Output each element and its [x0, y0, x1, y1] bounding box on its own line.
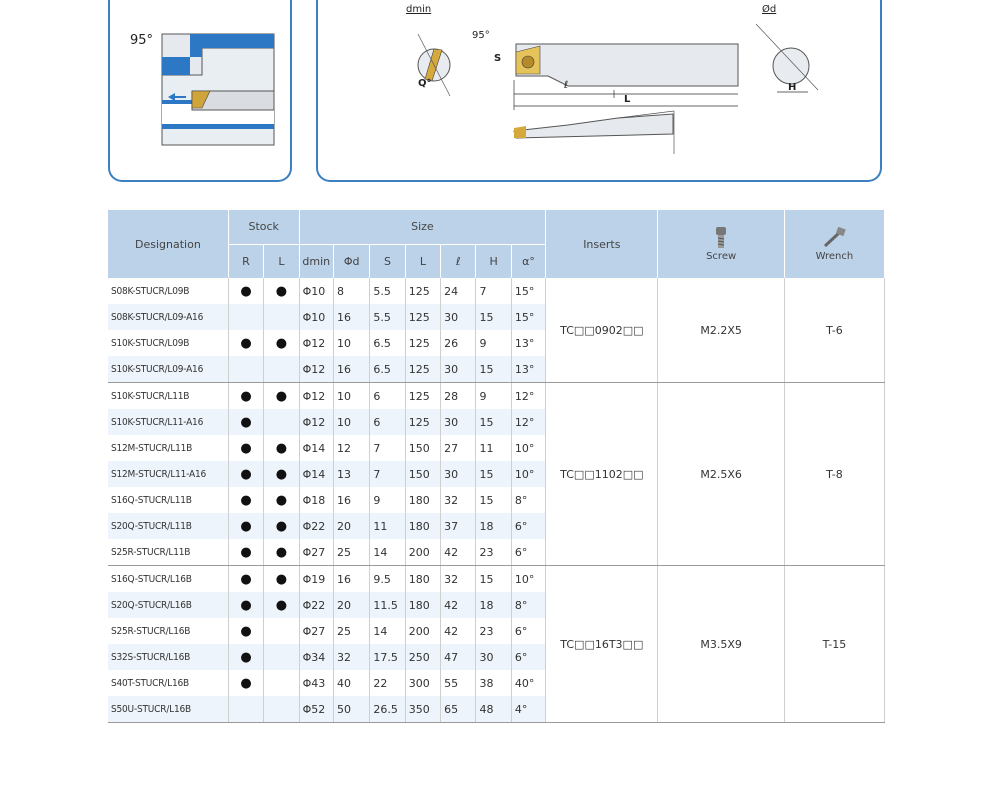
dmin-cell: Φ34	[299, 644, 333, 670]
a-cell: 12°	[511, 409, 545, 435]
L-cell: 125	[405, 330, 440, 356]
stock-l-cell	[264, 670, 299, 696]
h-cell: 38	[476, 670, 511, 696]
l-small-label: ℓ	[564, 80, 569, 91]
stock-l-cell: ●	[264, 330, 299, 356]
L-cell: 200	[405, 539, 440, 566]
stock-r-cell: ●	[228, 435, 263, 461]
stock-l-cell: ●	[264, 278, 299, 304]
dmin-cell: Φ22	[299, 513, 333, 539]
l_small-cell: 30	[441, 356, 476, 383]
designation-cell: S10K-STUCR/L09-A16	[108, 356, 228, 383]
h-cell: 9	[476, 383, 511, 410]
d-cell: 25	[333, 539, 369, 566]
d-cell: 32	[333, 644, 369, 670]
stock-r-cell: ●	[228, 409, 263, 435]
s-cell: 6.5	[370, 356, 405, 383]
l_small-cell: 37	[441, 513, 476, 539]
header-screw	[658, 210, 784, 278]
a-cell: 8°	[511, 487, 545, 513]
a-cell: 13°	[511, 330, 545, 356]
d-cell: 16	[333, 356, 369, 383]
designation-cell: S10K-STUCR/L11-A16	[108, 409, 228, 435]
dmin-cell: Φ12	[299, 356, 333, 383]
d-cell: 20	[333, 513, 369, 539]
d-cell: 25	[333, 618, 369, 644]
s-cell: 17.5	[370, 644, 405, 670]
a-cell: 6°	[511, 618, 545, 644]
wrench-icon	[821, 227, 847, 249]
stock-r-cell: ●	[228, 670, 263, 696]
d-cell: 10	[333, 383, 369, 410]
l_small-cell: 24	[441, 278, 476, 304]
stock-r-cell: ●	[228, 487, 263, 513]
l_small-cell: 55	[441, 670, 476, 696]
s-cell: 9.5	[370, 566, 405, 593]
designation-cell: S08K-STUCR/L09B	[108, 278, 228, 304]
dmin-cell: Φ19	[299, 566, 333, 593]
stock-l-cell	[264, 618, 299, 644]
s-cell: 5.5	[370, 304, 405, 330]
screw-cell: M3.5X9	[658, 566, 784, 723]
s-cell: 11.5	[370, 592, 405, 618]
a-cell: 6°	[511, 644, 545, 670]
s-cell: 6	[370, 409, 405, 435]
stock-l-cell: ●	[264, 592, 299, 618]
insert-cell: TC□□0902□□	[546, 278, 658, 383]
s-cell: 26.5	[370, 696, 405, 723]
s-cell: 22	[370, 670, 405, 696]
designation-cell: S12M-STUCR/L11-A16	[108, 461, 228, 487]
designation-cell: S50U-STUCR/L16B	[108, 696, 228, 723]
L-cell: 180	[405, 592, 440, 618]
h-cell: 15	[476, 356, 511, 383]
d-cell: 40	[333, 670, 369, 696]
stock-r-cell: ●	[228, 383, 263, 410]
stock-r-cell: ●	[228, 592, 263, 618]
l_small-cell: 30	[441, 304, 476, 330]
h-cell: 18	[476, 592, 511, 618]
workpiece-diagram	[110, 0, 290, 180]
header-size: Size	[299, 210, 546, 244]
h-cell: 15	[476, 487, 511, 513]
screw-cell: M2.5X6	[658, 383, 784, 566]
s-label: S	[494, 53, 502, 64]
dmin-cell: Φ27	[299, 618, 333, 644]
header-inserts: Inserts	[546, 210, 658, 278]
stock-r-cell	[228, 356, 263, 383]
table-row	[108, 383, 885, 410]
header-dmin: dmin	[299, 244, 333, 278]
wrench-header-label: Wrench	[815, 250, 854, 262]
h-label: H	[788, 82, 797, 93]
l_small-cell: 47	[441, 644, 476, 670]
dmin-cell: Φ10	[299, 304, 333, 330]
designation-cell: S10K-STUCR/L11B	[108, 383, 228, 410]
header-designation: Designation	[108, 210, 228, 278]
stock-l-cell: ●	[264, 383, 299, 410]
wrench-cell: T-8	[784, 383, 884, 566]
l_small-cell: 42	[441, 592, 476, 618]
wrench-cell: T-15	[784, 566, 884, 723]
stock-l-cell: ●	[264, 566, 299, 593]
stock-l-cell: ●	[264, 461, 299, 487]
stock-l-cell: ●	[264, 435, 299, 461]
dmin-cell: Φ12	[299, 383, 333, 410]
l-big-label: L	[624, 94, 631, 105]
dmin-cell: Φ27	[299, 539, 333, 566]
a-cell: 10°	[511, 435, 545, 461]
d-cell: 12	[333, 435, 369, 461]
h-cell: 15	[476, 566, 511, 593]
L-cell: 180	[405, 513, 440, 539]
s-cell: 6	[370, 383, 405, 410]
header-s: S	[370, 244, 405, 278]
header-h: H	[476, 244, 511, 278]
s-cell: 7	[370, 435, 405, 461]
dmin-cell: Φ43	[299, 670, 333, 696]
designation-cell: S25R-STUCR/L16B	[108, 618, 228, 644]
stock-r-cell: ●	[228, 644, 263, 670]
h-cell: 18	[476, 513, 511, 539]
spec-table	[108, 210, 885, 723]
stock-l-cell: ●	[264, 487, 299, 513]
l_small-cell: 26	[441, 330, 476, 356]
d-cell: 50	[333, 696, 369, 723]
L-cell: 180	[405, 566, 440, 593]
a-cell: 13°	[511, 356, 545, 383]
L-cell: 180	[405, 487, 440, 513]
h-cell: 15	[476, 304, 511, 330]
L-cell: 150	[405, 435, 440, 461]
l_small-cell: 28	[441, 383, 476, 410]
L-cell: 125	[405, 278, 440, 304]
stock-r-cell: ●	[228, 566, 263, 593]
tool-dimension-panel	[316, 0, 882, 182]
l_small-cell: 27	[441, 435, 476, 461]
screw-icon	[714, 227, 728, 249]
designation-cell: S40T-STUCR/L16B	[108, 670, 228, 696]
L-cell: 125	[405, 304, 440, 330]
designation-cell: S25R-STUCR/L11B	[108, 539, 228, 566]
l_small-cell: 30	[441, 409, 476, 435]
angle-label: 95°	[130, 33, 154, 48]
designation-cell: S16Q-STUCR/L11B	[108, 487, 228, 513]
a-cell: 10°	[511, 461, 545, 487]
d-cell: 16	[333, 487, 369, 513]
stock-r-cell: ●	[228, 618, 263, 644]
table-row	[108, 566, 885, 593]
designation-cell: S12M-STUCR/L11B	[108, 435, 228, 461]
header-angle: α°	[511, 244, 545, 278]
d-cell: 10	[333, 409, 369, 435]
dmin-cell: Φ52	[299, 696, 333, 723]
L-cell: 300	[405, 670, 440, 696]
header-r: R	[228, 244, 263, 278]
dmin-cell: Φ10	[299, 278, 333, 304]
a-cell: 6°	[511, 539, 545, 566]
d-cell: 16	[333, 304, 369, 330]
d-cell: 10	[333, 330, 369, 356]
stock-r-cell: ●	[228, 513, 263, 539]
l_small-cell: 42	[441, 539, 476, 566]
h-cell: 11	[476, 435, 511, 461]
table-row	[108, 278, 885, 304]
spec-table-body	[108, 278, 885, 723]
stock-l-cell	[264, 644, 299, 670]
dmin-cell: Φ12	[299, 330, 333, 356]
L-cell: 125	[405, 383, 440, 410]
dmin-cell: Φ12	[299, 409, 333, 435]
stock-l-cell	[264, 409, 299, 435]
l_small-cell: 32	[441, 487, 476, 513]
l_small-cell: 30	[441, 461, 476, 487]
designation-cell: S16Q-STUCR/L16B	[108, 566, 228, 593]
h-cell: 23	[476, 539, 511, 566]
dmin-cell: Φ14	[299, 435, 333, 461]
a-cell: 10°	[511, 566, 545, 593]
header-wrench	[784, 210, 884, 278]
h-cell: 9	[476, 330, 511, 356]
stock-r-cell: ●	[228, 330, 263, 356]
stock-l-cell	[264, 304, 299, 330]
dmin-label: dmin	[406, 4, 432, 15]
od-label: Ød	[762, 4, 777, 15]
a-cell: 6°	[511, 513, 545, 539]
stock-l-cell	[264, 696, 299, 723]
L-cell: 250	[405, 644, 440, 670]
h-cell: 15	[476, 409, 511, 435]
h-cell: 48	[476, 696, 511, 723]
d-cell: 20	[333, 592, 369, 618]
dmin-cell: Φ22	[299, 592, 333, 618]
stock-l-cell: ●	[264, 539, 299, 566]
dmin-cell: Φ14	[299, 461, 333, 487]
d-cell: 8	[333, 278, 369, 304]
screw-header-label: Screw	[706, 250, 737, 262]
L-cell: 150	[405, 461, 440, 487]
stock-r-cell: ●	[228, 539, 263, 566]
s-cell: 14	[370, 539, 405, 566]
a-cell: 40°	[511, 670, 545, 696]
designation-cell: S10K-STUCR/L09B	[108, 330, 228, 356]
angle95-label: 95°	[472, 30, 490, 41]
stock-r-cell: ●	[228, 278, 263, 304]
a-cell: 4°	[511, 696, 545, 723]
q-label: Q°	[418, 78, 432, 89]
stock-r-cell	[228, 304, 263, 330]
h-cell: 30	[476, 644, 511, 670]
l_small-cell: 65	[441, 696, 476, 723]
L-cell: 125	[405, 356, 440, 383]
header-l: L	[264, 244, 299, 278]
a-cell: 8°	[511, 592, 545, 618]
s-cell: 7	[370, 461, 405, 487]
insert-cell: TC□□16T3□□	[546, 566, 658, 723]
l_small-cell: 32	[441, 566, 476, 593]
a-cell: 12°	[511, 383, 545, 410]
boring-diagram-panel	[108, 0, 292, 182]
d-cell: 16	[333, 566, 369, 593]
dmin-cell: Φ18	[299, 487, 333, 513]
s-cell: 6.5	[370, 330, 405, 356]
designation-cell: S32S-STUCR/L16B	[108, 644, 228, 670]
h-cell: 7	[476, 278, 511, 304]
L-cell: 350	[405, 696, 440, 723]
l_small-cell: 42	[441, 618, 476, 644]
h-cell: 23	[476, 618, 511, 644]
L-cell: 200	[405, 618, 440, 644]
d-cell: 13	[333, 461, 369, 487]
h-cell: 15	[476, 461, 511, 487]
a-cell: 15°	[511, 278, 545, 304]
s-cell: 14	[370, 618, 405, 644]
stock-r-cell: ●	[228, 461, 263, 487]
s-cell: 9	[370, 487, 405, 513]
header-stock: Stock	[228, 210, 299, 244]
screw-cell: M2.2X5	[658, 278, 784, 383]
designation-cell: S08K-STUCR/L09-A16	[108, 304, 228, 330]
L-cell: 125	[405, 409, 440, 435]
header-small-l: ℓ	[441, 244, 476, 278]
stock-r-cell	[228, 696, 263, 723]
stock-l-cell	[264, 356, 299, 383]
wrench-cell: T-6	[784, 278, 884, 383]
s-cell: 11	[370, 513, 405, 539]
header-big-l: L	[405, 244, 440, 278]
a-cell: 15°	[511, 304, 545, 330]
designation-cell: S20Q-STUCR/L11B	[108, 513, 228, 539]
insert-cell: TC□□1102□□	[546, 383, 658, 566]
designation-cell: S20Q-STUCR/L16B	[108, 592, 228, 618]
s-cell: 5.5	[370, 278, 405, 304]
stock-l-cell: ●	[264, 513, 299, 539]
header-od: Φd	[333, 244, 369, 278]
